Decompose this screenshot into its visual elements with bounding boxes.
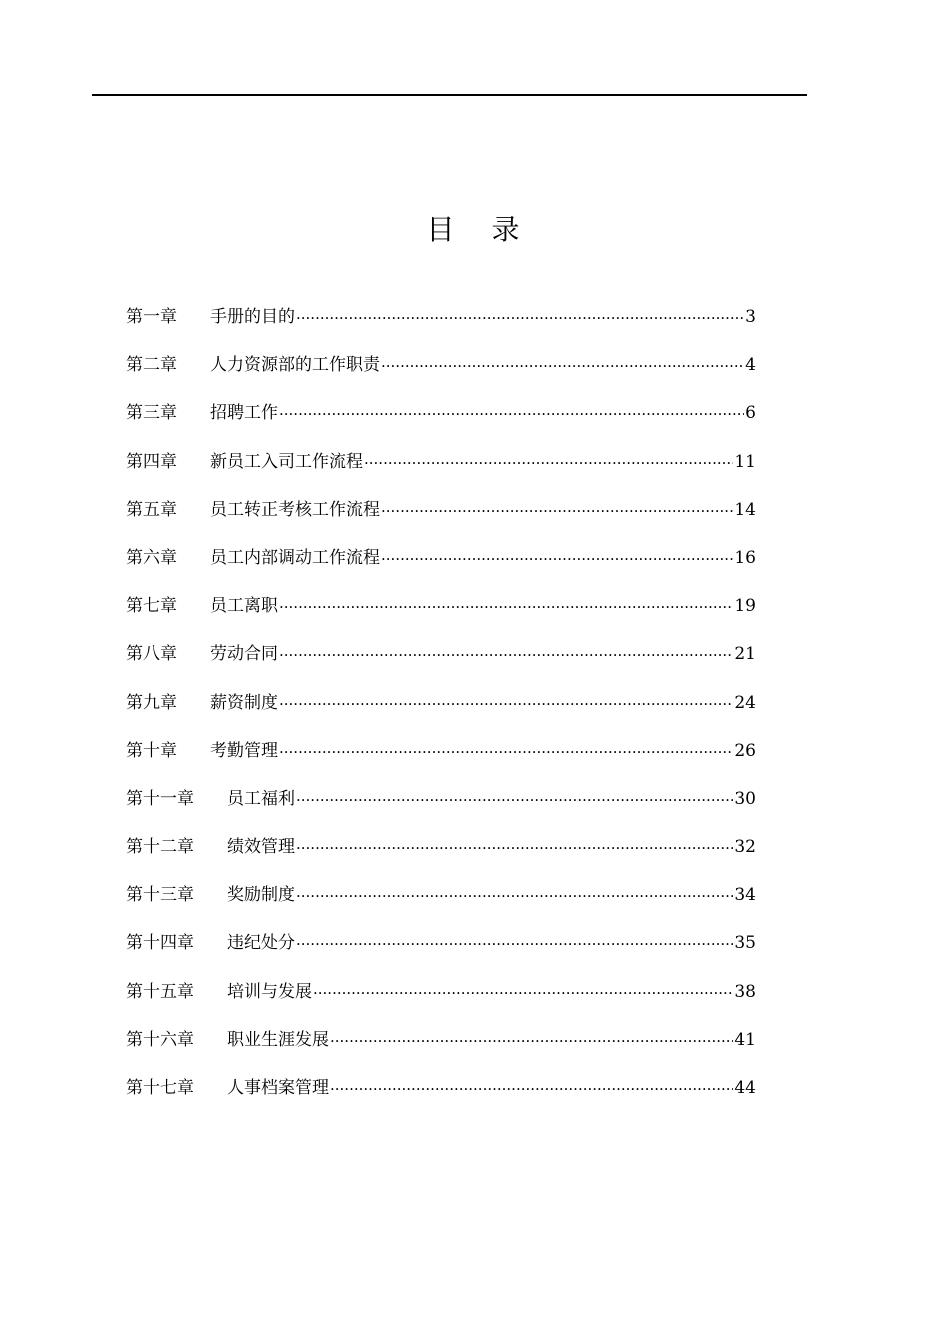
toc-chapter-number: 第四章 [126, 451, 177, 472]
toc-entry[interactable] [126, 880, 756, 928]
toc-dot-leader [330, 1073, 733, 1093]
toc-chapter-number: 第一章 [126, 307, 177, 327]
toc-chapter-number: 第十五章 [126, 981, 194, 1002]
toc-chapter-heading: 员工内部调动工作流程 [210, 547, 380, 568]
toc-chapter-heading: 员工离职 [210, 596, 278, 617]
toc-entry[interactable] [126, 832, 756, 880]
toc-entry[interactable] [126, 784, 756, 832]
table-of-contents [126, 302, 756, 1121]
toc-chapter-heading: 培训与发展 [227, 981, 312, 1002]
toc-entry[interactable] [126, 928, 756, 976]
toc-entry[interactable] [126, 688, 756, 736]
toc-chapter-heading: 薪资制度 [210, 692, 278, 713]
toc-page-number: 32 [734, 837, 756, 858]
toc-entry[interactable] [126, 1025, 756, 1073]
toc-chapter-heading: 劳动合同 [210, 644, 278, 665]
toc-dot-leader [279, 736, 733, 756]
toc-page-number: 16 [734, 547, 756, 568]
toc-chapter-number: 第八章 [126, 644, 177, 665]
toc-dot-leader [381, 543, 733, 563]
toc-dot-leader [279, 639, 733, 659]
toc-chapter-number: 第十六章 [126, 1029, 194, 1050]
toc-entry[interactable] [126, 350, 756, 398]
toc-dot-leader [381, 495, 733, 515]
toc-page-number: 6 [745, 403, 756, 424]
toc-chapter-heading: 违纪处分 [227, 933, 295, 954]
toc-chapter-heading: 职业生涯发展 [227, 1029, 329, 1050]
toc-page-number: 3 [745, 307, 756, 327]
toc-chapter-heading: 考勤管理 [210, 740, 278, 761]
toc-entry[interactable] [126, 495, 756, 543]
toc-chapter-heading: 新员工入司工作流程 [210, 451, 363, 472]
toc-chapter-heading: 员工转正考核工作流程 [210, 499, 380, 520]
toc-page-number: 30 [734, 788, 756, 809]
toc-page-number: 4 [745, 355, 756, 376]
toc-chapter-number: 第十章 [126, 740, 177, 761]
toc-chapter-heading: 招聘工作 [210, 403, 278, 424]
toc-page-number: 26 [734, 740, 756, 761]
toc-dot-leader [279, 688, 733, 708]
toc-chapter-number: 第十三章 [126, 885, 194, 906]
toc-chapter-heading: 奖励制度 [227, 885, 295, 906]
toc-entry[interactable] [126, 447, 756, 495]
toc-dot-leader [296, 832, 733, 852]
toc-dot-leader [364, 447, 733, 467]
toc-page-number: 41 [734, 1029, 756, 1050]
toc-page-number: 38 [734, 981, 756, 1002]
toc-chapter-number: 第十二章 [126, 837, 194, 858]
toc-chapter-number: 第十一章 [126, 788, 194, 809]
toc-dot-leader [296, 880, 733, 900]
toc-chapter-number: 第三章 [126, 403, 177, 424]
toc-dot-leader [296, 784, 733, 804]
toc-dot-leader [330, 1025, 733, 1045]
toc-dot-leader [279, 398, 744, 418]
toc-page-number: 11 [734, 451, 756, 472]
toc-chapter-heading: 人事档案管理 [227, 1078, 329, 1098]
toc-page-number: 21 [734, 644, 756, 665]
toc-title: 目 录 [426, 213, 534, 246]
toc-chapter-number: 第十七章 [126, 1078, 194, 1098]
toc-entry[interactable] [126, 977, 756, 1025]
toc-chapter-heading: 员工福利 [227, 788, 295, 809]
toc-page-number: 19 [734, 596, 756, 617]
toc-chapter-number: 第五章 [126, 499, 177, 520]
toc-page-number: 35 [734, 933, 756, 954]
toc-entry[interactable] [126, 398, 756, 446]
toc-chapter-number: 第二章 [126, 355, 177, 376]
toc-entry[interactable] [126, 543, 756, 591]
toc-chapter-number: 第七章 [126, 596, 177, 617]
toc-entry[interactable] [126, 591, 756, 639]
toc-entry[interactable] [126, 639, 756, 687]
toc-page-number: 14 [734, 499, 756, 520]
toc-chapter-heading: 人力资源部的工作职责 [210, 355, 380, 376]
toc-chapter-number: 第十四章 [126, 933, 194, 954]
header-rule [92, 94, 807, 96]
toc-dot-leader [381, 350, 744, 370]
toc-dot-leader [296, 928, 733, 948]
toc-chapter-number: 第九章 [126, 692, 177, 713]
toc-entry[interactable] [126, 736, 756, 784]
toc-dot-leader [313, 977, 733, 997]
toc-page-number: 44 [734, 1078, 756, 1098]
toc-entry[interactable] [126, 302, 756, 350]
toc-entry[interactable] [126, 1073, 756, 1121]
toc-chapter-heading: 手册的目的 [210, 307, 295, 327]
toc-chapter-heading: 绩效管理 [227, 837, 295, 858]
toc-page-number: 24 [734, 692, 756, 713]
toc-chapter-number: 第六章 [126, 547, 177, 568]
toc-page-number: 34 [734, 885, 756, 906]
toc-dot-leader [296, 302, 744, 322]
toc-dot-leader [279, 591, 733, 611]
